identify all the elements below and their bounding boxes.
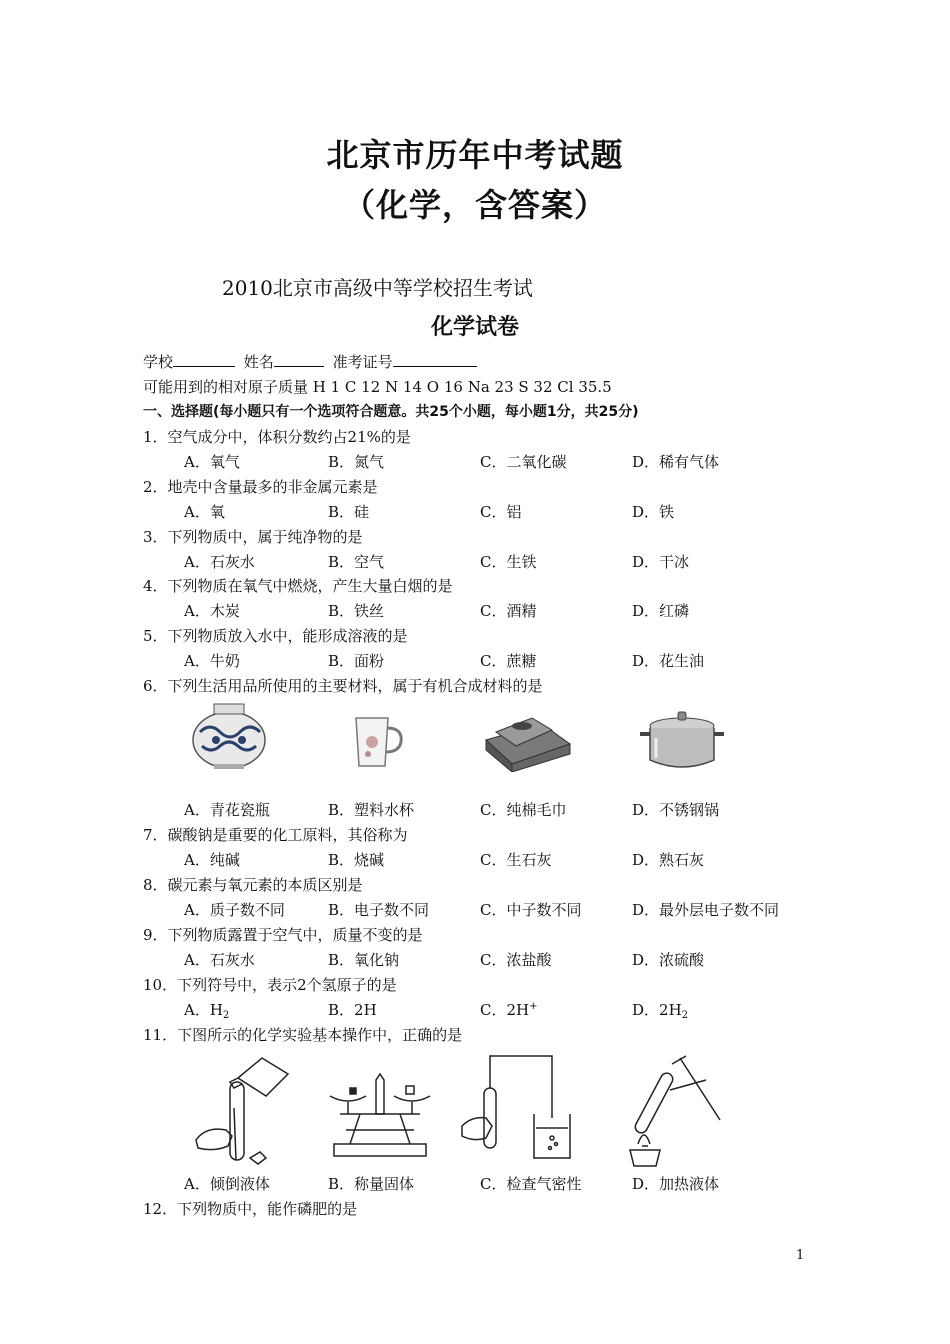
option-text: C．2H bbox=[480, 1001, 530, 1019]
option-c[interactable]: C．酒精 bbox=[480, 602, 537, 620]
option-c[interactable]: C．检查气密性 bbox=[480, 1175, 582, 1193]
option-d[interactable]: D．干冰 bbox=[632, 553, 690, 571]
question-stem: 9．下列物质露置于空气中，质量不变的是 bbox=[143, 926, 423, 944]
question-stem: 10．下列符号中，表示2个氢原子的是 bbox=[143, 976, 397, 994]
question-stem: 12．下列物质中，能作磷肥的是 bbox=[143, 1200, 358, 1218]
question-stem: 7．碳酸钠是重要的化工原料，其俗称为 bbox=[143, 826, 408, 844]
option-c[interactable]: C．生铁 bbox=[480, 553, 537, 571]
subscript: 2 bbox=[222, 1010, 230, 1021]
option-d[interactable]: D．浓硫酸 bbox=[632, 951, 705, 969]
paper-title: 化学试卷 bbox=[430, 315, 519, 340]
question-stem: 2．地壳中含量最多的非金属元素是 bbox=[143, 478, 378, 496]
exam-title: 2010北京市高级中等学校招生考试 bbox=[222, 276, 533, 300]
name-label: 姓名 bbox=[243, 353, 274, 371]
option-c[interactable]: C．蔗糖 bbox=[480, 652, 537, 670]
school-label: 学校 bbox=[143, 353, 174, 371]
option-b[interactable]: B．电子数不同 bbox=[328, 901, 430, 919]
document-subtitle: （化学，含答案） bbox=[342, 186, 607, 224]
option-c[interactable]: C．二氧化碳 bbox=[480, 453, 567, 471]
option-b[interactable]: B．面粉 bbox=[328, 652, 385, 670]
id-label: 准考证号 bbox=[332, 353, 393, 371]
option-a[interactable]: A．木炭 bbox=[184, 602, 240, 620]
pouring-liquid-icon bbox=[190, 1048, 300, 1170]
option-d[interactable]: D．加热液体 bbox=[632, 1175, 720, 1193]
option-a[interactable]: A．石灰水 bbox=[184, 951, 255, 969]
option-a[interactable]: A．氧气 bbox=[184, 453, 240, 471]
name-blank[interactable] bbox=[274, 352, 324, 367]
cotton-towel-icon bbox=[482, 710, 574, 772]
option-d[interactable]: D．稀有气体 bbox=[632, 453, 720, 471]
section-heading: 一、选择题(每小题只有一个选项符合题意。共25个小题，每小题1分，共25分) bbox=[143, 404, 639, 420]
option-d[interactable] bbox=[632, 999, 688, 1021]
plastic-cup-icon bbox=[350, 712, 406, 770]
question-stem: 8．碳元素与氧元素的本质区别是 bbox=[143, 876, 363, 894]
school-blank[interactable] bbox=[173, 352, 235, 367]
question-stem: 5．下列物质放入水中，能形成溶液的是 bbox=[143, 627, 408, 645]
option-b[interactable]: B．铁丝 bbox=[328, 602, 385, 620]
option-c[interactable]: C．中子数不同 bbox=[480, 901, 582, 919]
option-c[interactable]: C．生石灰 bbox=[480, 851, 552, 869]
option-b[interactable]: B．称量固体 bbox=[328, 1175, 415, 1193]
stainless-steel-pot-icon bbox=[636, 708, 728, 772]
option-b[interactable]: B．空气 bbox=[328, 553, 385, 571]
option-a[interactable] bbox=[184, 999, 229, 1021]
porcelain-vase-icon bbox=[188, 700, 270, 770]
option-d[interactable]: D．不锈钢锅 bbox=[632, 801, 720, 819]
question-stem: 6．下列生活用品所使用的主要材料，属于有机合成材料的是 bbox=[143, 677, 543, 695]
option-d[interactable]: D．最外层电子数不同 bbox=[632, 901, 780, 919]
option-text: D．2H bbox=[632, 1001, 682, 1019]
option-b[interactable]: B．塑料水杯 bbox=[328, 801, 415, 819]
id-blank[interactable] bbox=[393, 352, 477, 367]
option-d[interactable]: D．红磷 bbox=[632, 602, 690, 620]
option-b[interactable]: B．氧化钠 bbox=[328, 951, 400, 969]
question-stem: 11．下图所示的化学实验基本操作中，正确的是 bbox=[143, 1026, 463, 1044]
option-a[interactable]: A．纯碱 bbox=[184, 851, 240, 869]
option-text: A．H bbox=[184, 1001, 223, 1019]
document-title: 北京市历年中考试题 bbox=[326, 136, 624, 174]
heating-liquid-icon bbox=[620, 1050, 724, 1170]
balance-scale-icon bbox=[320, 1070, 440, 1162]
option-b[interactable]: B．硅 bbox=[328, 503, 370, 521]
option-b[interactable]: B．烧碱 bbox=[328, 851, 385, 869]
option-c[interactable] bbox=[480, 999, 538, 1020]
option-d[interactable]: D．铁 bbox=[632, 503, 675, 521]
subscript: 2 bbox=[681, 1010, 689, 1021]
option-c[interactable]: C．纯棉毛巾 bbox=[480, 801, 567, 819]
option-a[interactable]: A．牛奶 bbox=[184, 652, 240, 670]
option-a[interactable]: A．倾倒液体 bbox=[184, 1175, 270, 1193]
page-number: 1 bbox=[796, 1248, 805, 1263]
option-d[interactable]: D．花生油 bbox=[632, 652, 705, 670]
option-a[interactable]: A．青花瓷瓶 bbox=[184, 801, 270, 819]
question-stem: 1．空气成分中，体积分数约占21%的是 bbox=[143, 428, 411, 446]
option-b[interactable]: B．2H bbox=[328, 1001, 377, 1019]
option-a[interactable]: A．氧 bbox=[184, 503, 225, 521]
superscript: + bbox=[529, 1001, 538, 1012]
option-d[interactable]: D．熟石灰 bbox=[632, 851, 705, 869]
option-a[interactable]: A．质子数不同 bbox=[184, 901, 285, 919]
student-info-line bbox=[143, 351, 481, 372]
airtightness-check-icon bbox=[456, 1048, 574, 1166]
option-c[interactable]: C．浓盐酸 bbox=[480, 951, 552, 969]
option-a[interactable]: A．石灰水 bbox=[184, 553, 255, 571]
question-stem: 3．下列物质中，属于纯净物的是 bbox=[143, 528, 363, 546]
option-c[interactable]: C．铝 bbox=[480, 503, 522, 521]
question-stem: 4．下列物质在氧气中燃烧，产生大量白烟的是 bbox=[143, 577, 453, 595]
option-b[interactable]: B．氮气 bbox=[328, 453, 385, 471]
atomic-mass-line: 可能用到的相对原子质量 H 1 C 12 N 14 O 16 Na 23 S 32 Cl 35.5 bbox=[143, 378, 612, 396]
